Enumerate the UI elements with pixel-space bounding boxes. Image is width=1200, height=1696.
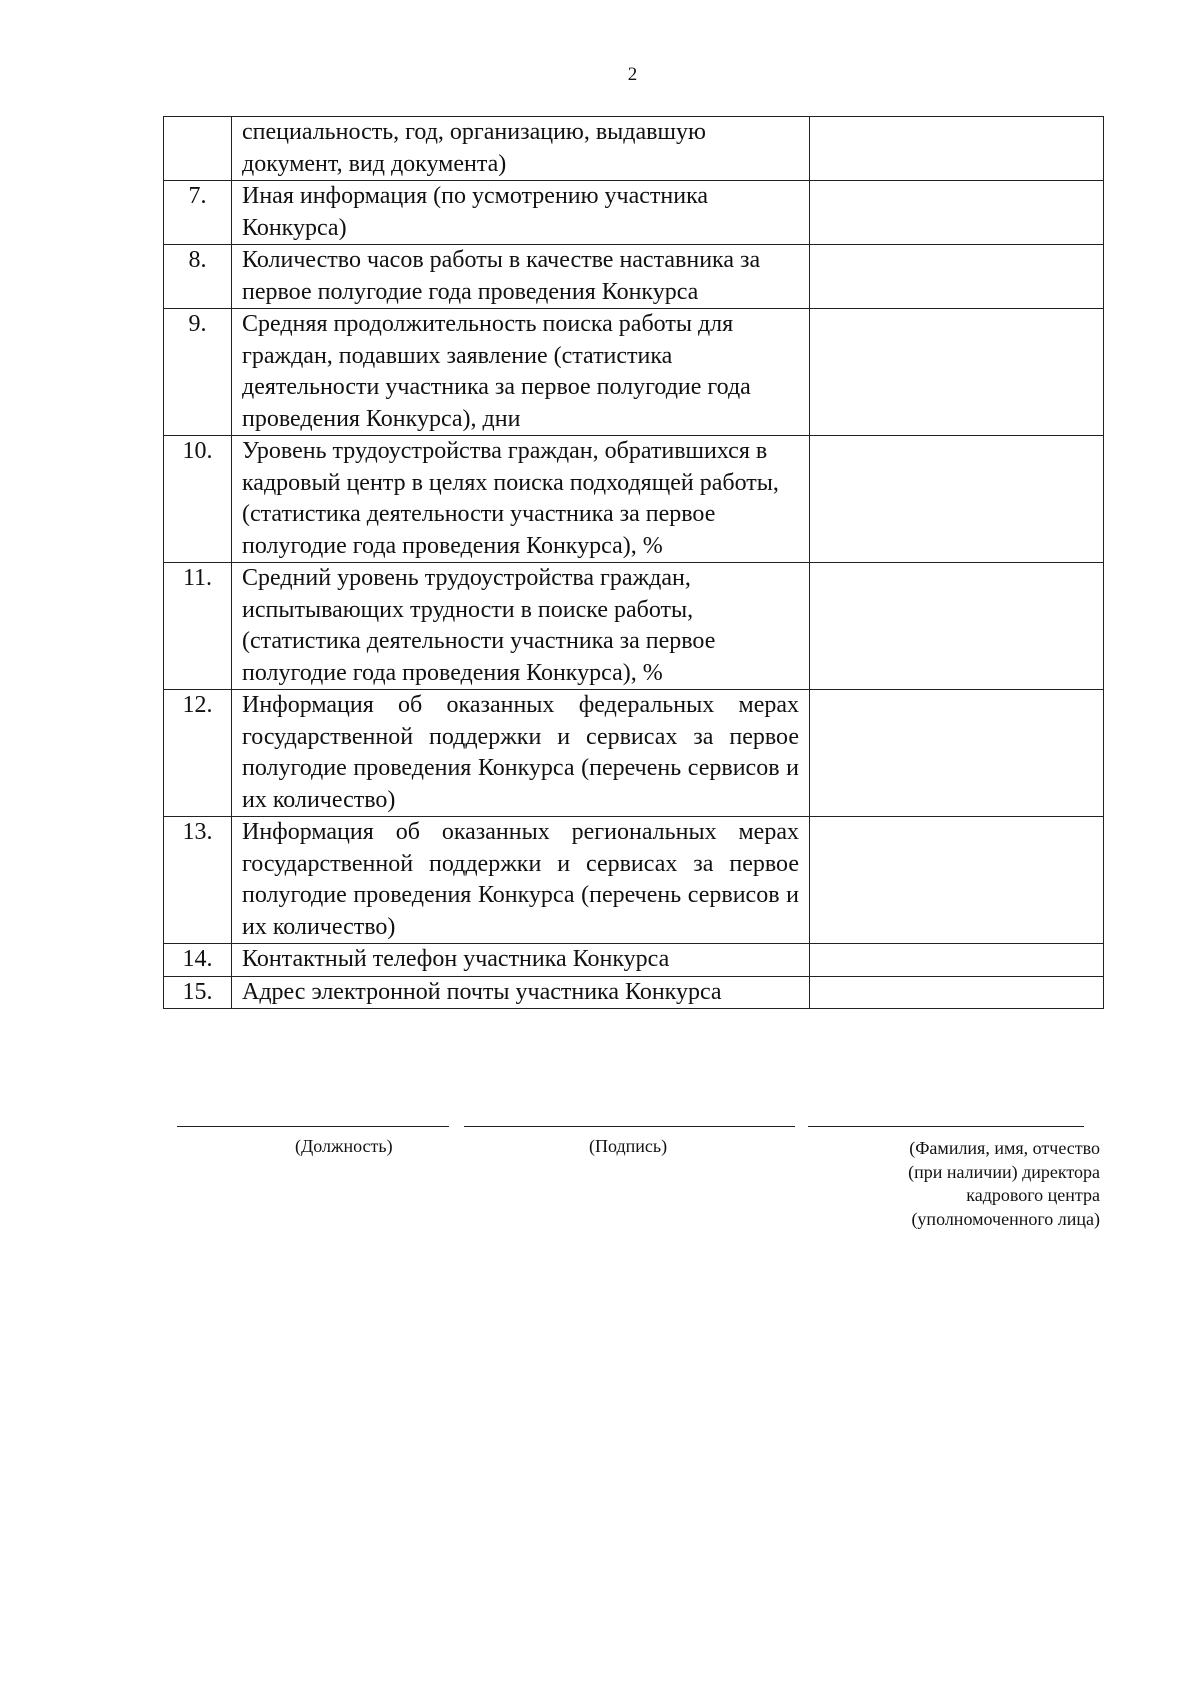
row-description: Количество часов работы в качестве наставника за первое полугодие года проведения Конкурса: [232, 245, 810, 309]
table-row: [164, 436, 1104, 563]
position-signature-line: [177, 1126, 449, 1127]
row-value-field[interactable]: [810, 944, 1104, 977]
row-value-field[interactable]: [810, 690, 1104, 817]
row-value-field[interactable]: [810, 563, 1104, 690]
table-body: [164, 117, 1104, 1009]
row-number: 14.: [164, 944, 232, 977]
row-description: Уровень трудоустройства граждан, обратившихся в кадровый центр в целях поиска подходящей работы, (статистика деятельности участника за первое полугодие года проведения Конкурса), %: [232, 436, 810, 563]
row-description: специальность, год, организацию, выдавшую документ, вид документа): [232, 117, 810, 181]
table-row: [164, 117, 1104, 181]
table-row: [164, 309, 1104, 436]
row-value-field[interactable]: [810, 117, 1104, 181]
name-caption-line: (Фамилия, имя, отчество: [909, 1138, 1100, 1158]
row-description: Адрес электронной почты участника Конкурса: [232, 976, 810, 1009]
row-description: Иная информация (по усмотрению участника Конкурса): [232, 181, 810, 245]
row-number: 12.: [164, 690, 232, 817]
row-number: 7.: [164, 181, 232, 245]
row-value-field[interactable]: [810, 309, 1104, 436]
row-description: Средняя продолжительность поиска работы для граждан, подавших заявление (статистика деятельности участника за первое полугодие года проведения Конкурса), дни: [232, 309, 810, 436]
row-value-field[interactable]: [810, 245, 1104, 309]
row-description: Информация об оказанных региональных мерах государственной поддержки и сервисах за первое полугодие проведения Конкурса (перечень сервисов и их количество): [232, 817, 810, 944]
row-number: 8.: [164, 245, 232, 309]
row-value-field[interactable]: [810, 181, 1104, 245]
name-caption-line: (при наличии) директора: [908, 1161, 1100, 1182]
name-caption-line: (уполномоченного лица): [911, 1208, 1100, 1229]
row-number: 11.: [164, 563, 232, 690]
signature-line: [464, 1126, 795, 1127]
table-row: [164, 181, 1104, 245]
row-description: Контактный телефон участника Конкурса: [232, 944, 810, 977]
row-number: 10.: [164, 436, 232, 563]
row-number: 15.: [164, 976, 232, 1009]
row-description: Средний уровень трудоустройства граждан, испытывающих трудности в поиске работы, (статистика деятельности участника за первое полугодие года проведения Конкурса), %: [232, 563, 810, 690]
row-value-field[interactable]: [810, 976, 1104, 1009]
table-row: [164, 817, 1104, 944]
table-row: [164, 563, 1104, 690]
application-form-table: [163, 116, 1104, 1009]
name-caption: [860, 1137, 1100, 1231]
table-row: [164, 245, 1104, 309]
row-number: 9.: [164, 309, 232, 436]
row-description: Информация об оказанных федеральных мерах государственной поддержки и сервисах за первое полугодие проведения Конкурса (перечень сервисов и их количество): [232, 690, 810, 817]
row-value-field[interactable]: [810, 817, 1104, 944]
name-signature-line: [808, 1126, 1084, 1127]
table-row: [164, 976, 1104, 1009]
table-row: [164, 690, 1104, 817]
row-number: 13.: [164, 817, 232, 944]
row-value-field[interactable]: [810, 436, 1104, 563]
name-caption-line: кадрового центра: [966, 1185, 1100, 1205]
position-caption: (Должность): [295, 1136, 393, 1156]
signature-caption: (Подпись): [589, 1136, 668, 1156]
row-number: [164, 117, 232, 181]
page-number: 2: [627, 64, 638, 85]
table-row: [164, 944, 1104, 977]
